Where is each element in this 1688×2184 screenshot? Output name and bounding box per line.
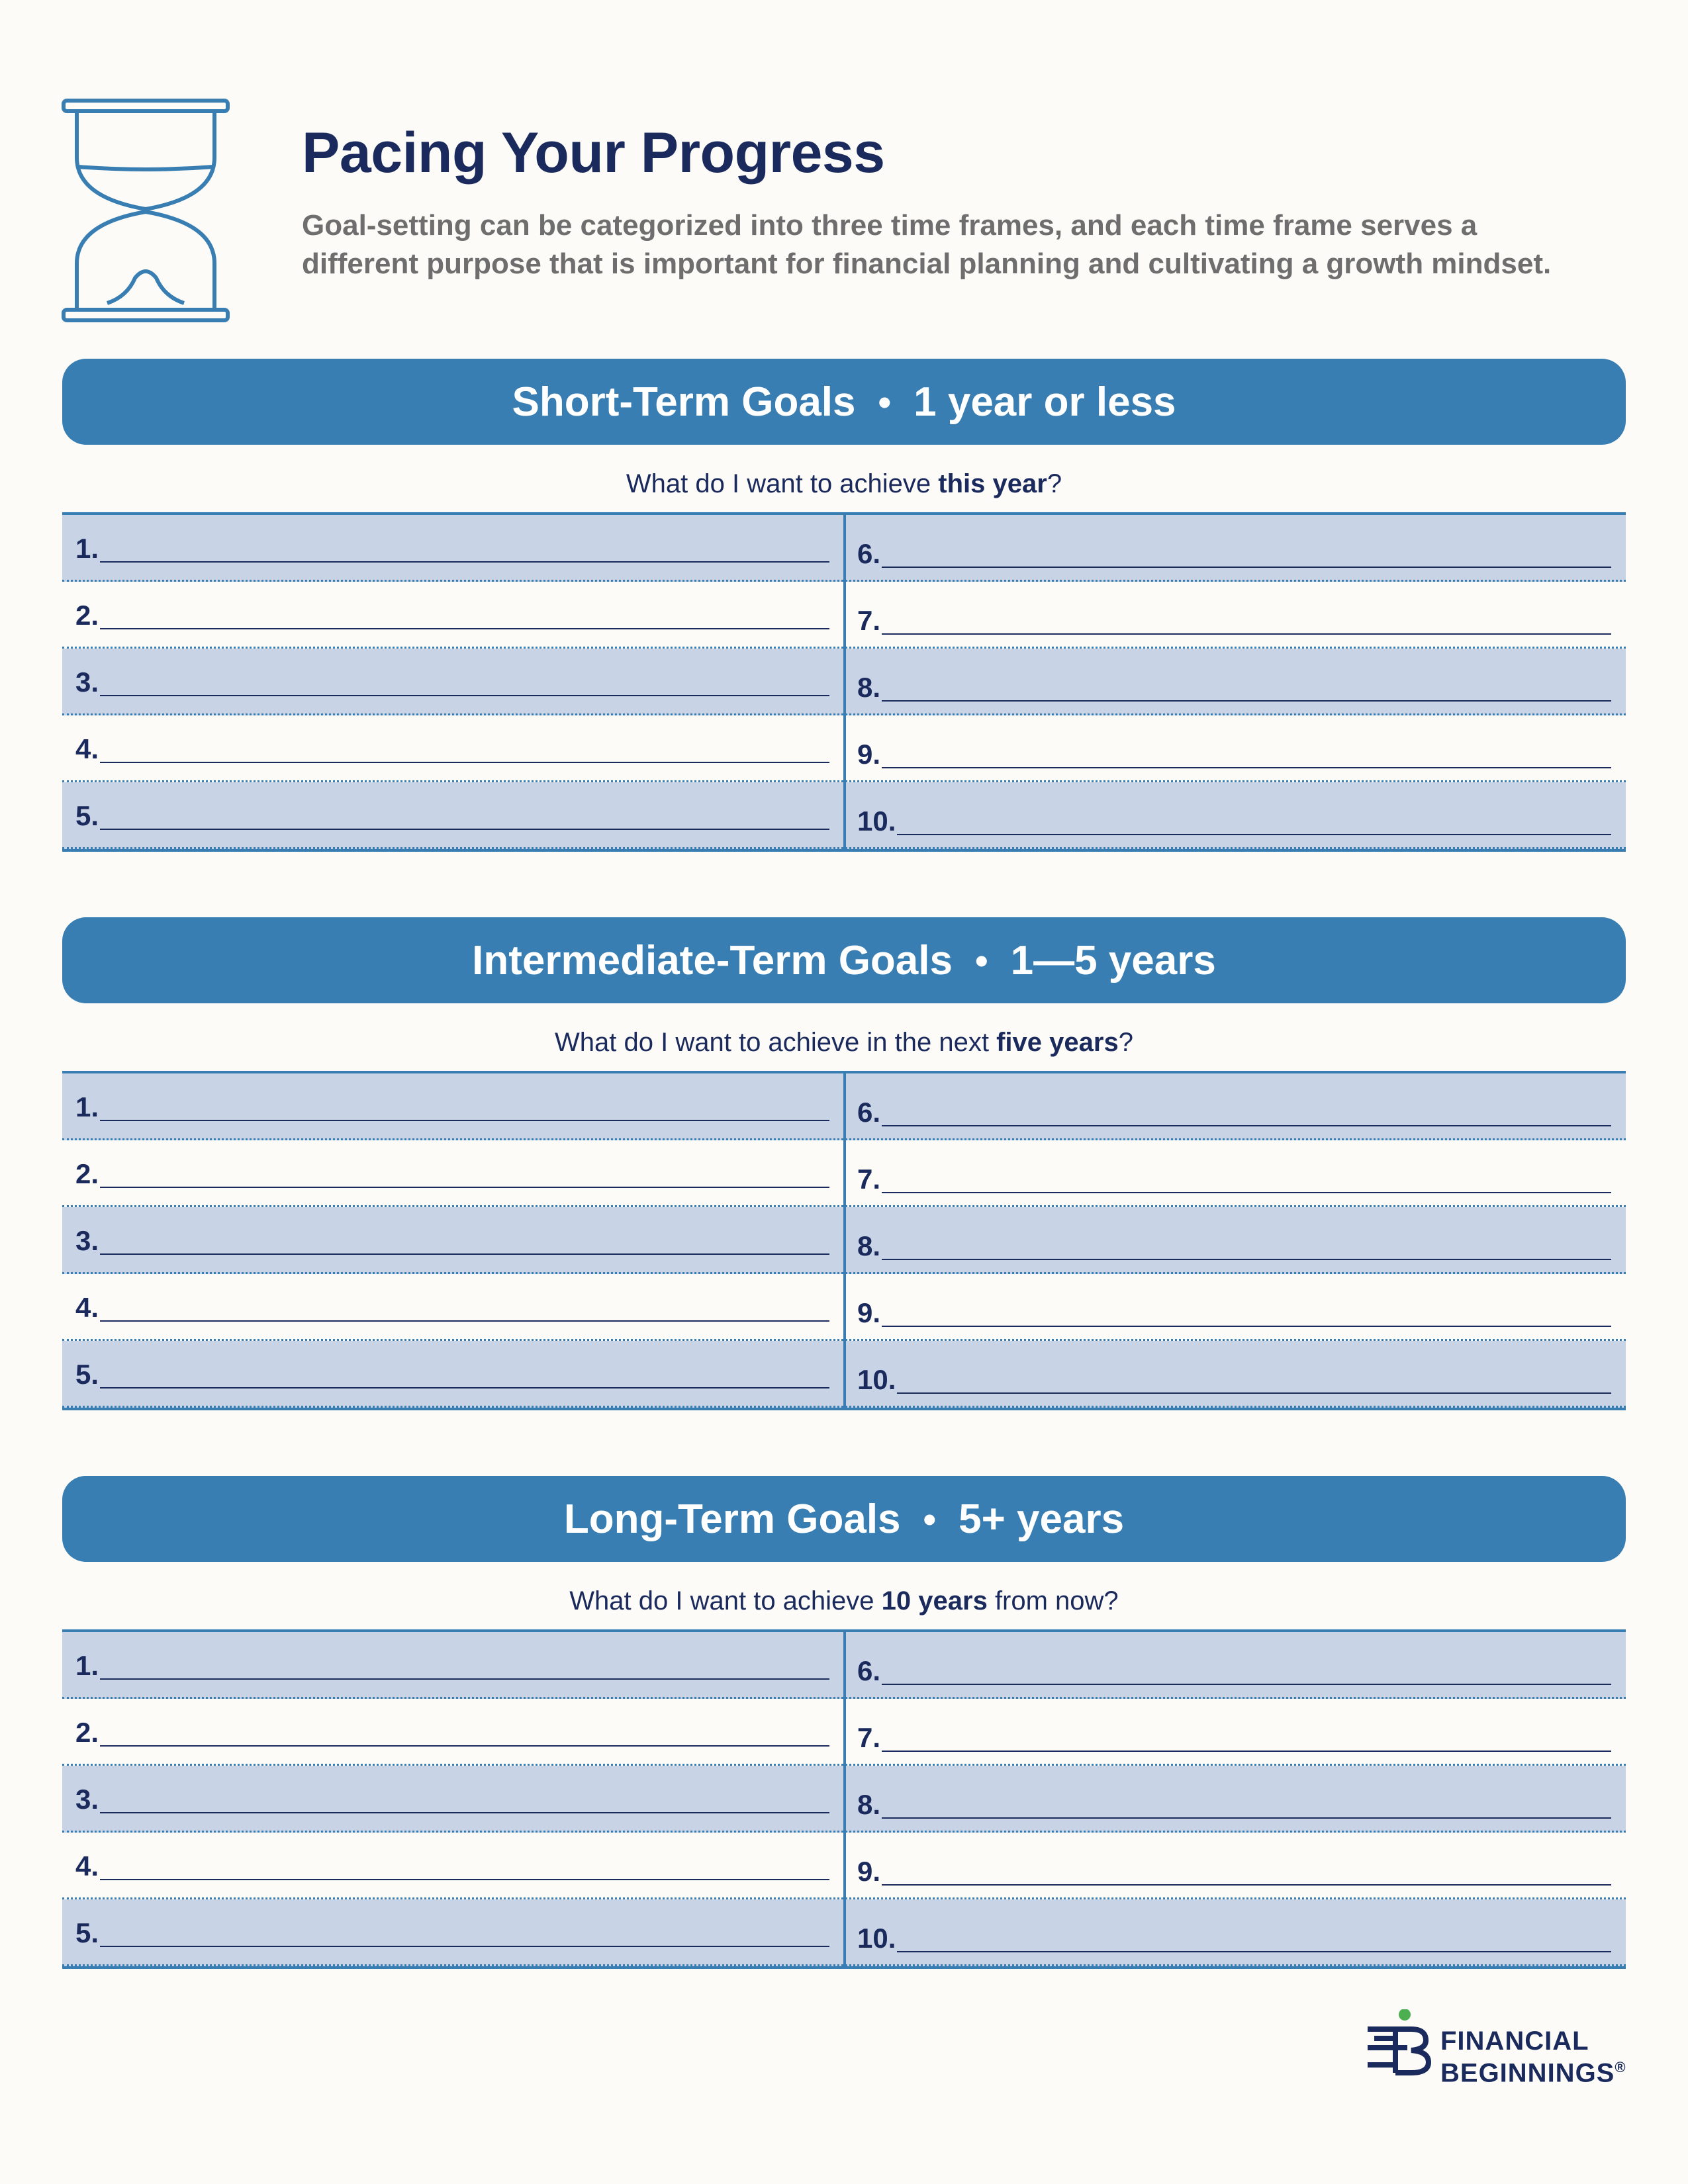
goal-entry-5[interactable] xyxy=(62,1341,844,1406)
writing-line xyxy=(100,760,829,763)
goal-number: 1. xyxy=(75,533,99,564)
writing-line xyxy=(100,1386,829,1388)
writing-line xyxy=(897,1391,1611,1394)
goal-entry-4[interactable] xyxy=(62,715,844,780)
goal-entry-7[interactable] xyxy=(844,582,1626,647)
goal-number: 5. xyxy=(75,1917,99,1948)
goal-entry-5[interactable] xyxy=(62,782,844,847)
goal-number: 10. xyxy=(857,805,896,837)
column-divider xyxy=(843,1632,846,1966)
section-question xyxy=(62,461,1626,507)
bullet-separator: • xyxy=(923,1498,937,1540)
goal-grid xyxy=(62,1071,1626,1410)
goal-number: 10. xyxy=(857,1923,896,1954)
goal-number: 3. xyxy=(75,666,99,698)
goal-entry-1[interactable] xyxy=(62,1632,844,1697)
logo-line-1: FINANCIAL xyxy=(1440,2026,1589,2056)
goal-number: 8. xyxy=(857,1789,881,1820)
goal-entry-4[interactable] xyxy=(62,1274,844,1339)
goal-entry-6[interactable] xyxy=(844,1632,1626,1697)
writing-line xyxy=(882,632,1611,635)
writing-line xyxy=(100,1744,829,1747)
writing-line xyxy=(882,1257,1611,1260)
goal-entry-6[interactable] xyxy=(844,515,1626,580)
goal-entry-2[interactable] xyxy=(62,1699,844,1764)
goal-number: 4. xyxy=(75,1292,99,1323)
writing-line xyxy=(897,1950,1611,1952)
writing-line xyxy=(882,1816,1611,1819)
goal-entry-1[interactable] xyxy=(62,1073,844,1138)
hourglass-icon xyxy=(61,98,230,323)
writing-line xyxy=(100,1677,829,1680)
writing-line xyxy=(100,1319,829,1322)
goal-number: 9. xyxy=(857,739,881,770)
goal-entry-2[interactable] xyxy=(62,1140,844,1205)
goal-number: 2. xyxy=(75,1717,99,1748)
question-text-end: from now? xyxy=(987,1586,1119,1615)
goal-entry-1[interactable] xyxy=(62,515,844,580)
writing-line xyxy=(882,1324,1611,1327)
goal-number: 2. xyxy=(75,600,99,631)
writing-line xyxy=(882,699,1611,702)
question-emphasis: this year xyxy=(938,469,1047,498)
goal-number: 4. xyxy=(75,1850,99,1882)
goal-number: 9. xyxy=(857,1297,881,1328)
question-text: What do I want to achieve xyxy=(569,1586,882,1615)
writing-line xyxy=(100,1811,829,1813)
goal-number: 2. xyxy=(75,1158,99,1189)
goal-number: 3. xyxy=(75,1225,99,1256)
logo-line-2: BEGINNINGS xyxy=(1440,2058,1615,2088)
section-question xyxy=(62,1578,1626,1624)
writing-line xyxy=(882,565,1611,568)
section-title: Intermediate-Term Goals xyxy=(472,937,953,983)
goal-grid xyxy=(62,512,1626,852)
writing-line xyxy=(100,1252,829,1255)
goal-number: 6. xyxy=(857,538,881,569)
section-banner xyxy=(62,917,1626,1003)
column-divider xyxy=(843,1073,846,1408)
goal-entry-9[interactable] xyxy=(844,715,1626,780)
writing-line xyxy=(882,1682,1611,1685)
intro-text xyxy=(302,206,1599,283)
section-timeframe: 1 year or less xyxy=(914,379,1176,425)
goal-entry-10[interactable] xyxy=(844,1341,1626,1406)
writing-line xyxy=(100,627,829,629)
goal-entry-8[interactable] xyxy=(844,649,1626,713)
intro-line-1: Goal-setting can be categorized into three time frames, and each time frame serves a xyxy=(302,209,1477,242)
writing-line xyxy=(882,766,1611,768)
goal-entry-7[interactable] xyxy=(844,1140,1626,1205)
writing-line xyxy=(100,1118,829,1121)
goal-number: 7. xyxy=(857,1722,881,1753)
writing-line xyxy=(897,833,1611,835)
writing-line xyxy=(882,1883,1611,1886)
goal-entry-10[interactable] xyxy=(844,1899,1626,1964)
writing-line xyxy=(100,827,829,830)
goal-entry-8[interactable] xyxy=(844,1766,1626,1831)
goal-number: 1. xyxy=(75,1091,99,1122)
goal-entry-3[interactable] xyxy=(62,1766,844,1831)
goal-entry-2[interactable] xyxy=(62,582,844,647)
writing-line xyxy=(100,1185,829,1188)
goal-number: 5. xyxy=(75,800,99,831)
goal-number: 4. xyxy=(75,733,99,764)
section-title: Short-Term Goals xyxy=(512,379,856,425)
intro-line-2: different purpose that is important for financial planning and cultivating a growth mindset. xyxy=(302,248,1552,280)
writing-line xyxy=(882,1749,1611,1752)
goal-number: 6. xyxy=(857,1655,881,1686)
goal-number: 9. xyxy=(857,1856,881,1887)
goal-grid xyxy=(62,1629,1626,1969)
writing-line xyxy=(882,1191,1611,1193)
question-text-end: ? xyxy=(1118,1028,1133,1057)
goal-entry-9[interactable] xyxy=(844,1833,1626,1897)
bullet-separator: • xyxy=(878,381,892,423)
writing-line xyxy=(882,1124,1611,1126)
question-emphasis: 10 years xyxy=(881,1586,988,1615)
writing-line xyxy=(100,1944,829,1947)
goal-entry-6[interactable] xyxy=(844,1073,1626,1138)
goal-number: 6. xyxy=(857,1097,881,1128)
goal-entry-7[interactable] xyxy=(844,1699,1626,1764)
intermediate-term-section xyxy=(62,917,1626,1410)
writing-line xyxy=(100,694,829,696)
section-timeframe: 1—5 years xyxy=(1010,937,1216,983)
question-emphasis: five years xyxy=(996,1028,1119,1057)
section-title: Long-Term Goals xyxy=(563,1496,901,1542)
page-title: Pacing Your Progress xyxy=(302,121,885,185)
long-term-section xyxy=(62,1476,1626,1969)
goal-number: 7. xyxy=(857,1163,881,1195)
financial-beginnings-logo xyxy=(1368,2009,1632,2088)
goal-entry-5[interactable] xyxy=(62,1899,844,1964)
registered-mark: ® xyxy=(1615,2059,1626,2075)
goal-entry-10[interactable] xyxy=(844,782,1626,847)
bullet-separator: • xyxy=(974,939,988,981)
writing-line xyxy=(100,1878,829,1880)
goal-entry-8[interactable] xyxy=(844,1207,1626,1272)
question-text-end: ? xyxy=(1047,469,1062,498)
writing-line xyxy=(100,560,829,563)
goal-number: 10. xyxy=(857,1364,896,1395)
goal-entry-3[interactable] xyxy=(62,1207,844,1272)
question-text: What do I want to achieve xyxy=(626,469,939,498)
section-banner xyxy=(62,1476,1626,1562)
section-banner xyxy=(62,359,1626,445)
goal-entry-3[interactable] xyxy=(62,649,844,713)
goal-number: 3. xyxy=(75,1784,99,1815)
goal-number: 1. xyxy=(75,1650,99,1681)
goal-entry-4[interactable] xyxy=(62,1833,844,1897)
logo-mark-icon xyxy=(1368,2009,1434,2075)
logo-wordmark xyxy=(1440,2028,1626,2086)
question-text: What do I want to achieve in the next xyxy=(555,1028,997,1057)
column-divider xyxy=(843,515,846,849)
goal-number: 7. xyxy=(857,605,881,636)
short-term-section xyxy=(62,359,1626,852)
goal-number: 8. xyxy=(857,672,881,703)
section-timeframe: 5+ years xyxy=(959,1496,1125,1542)
goal-number: 8. xyxy=(857,1230,881,1261)
goal-entry-9[interactable] xyxy=(844,1274,1626,1339)
section-question xyxy=(62,1019,1626,1066)
goal-number: 5. xyxy=(75,1359,99,1390)
